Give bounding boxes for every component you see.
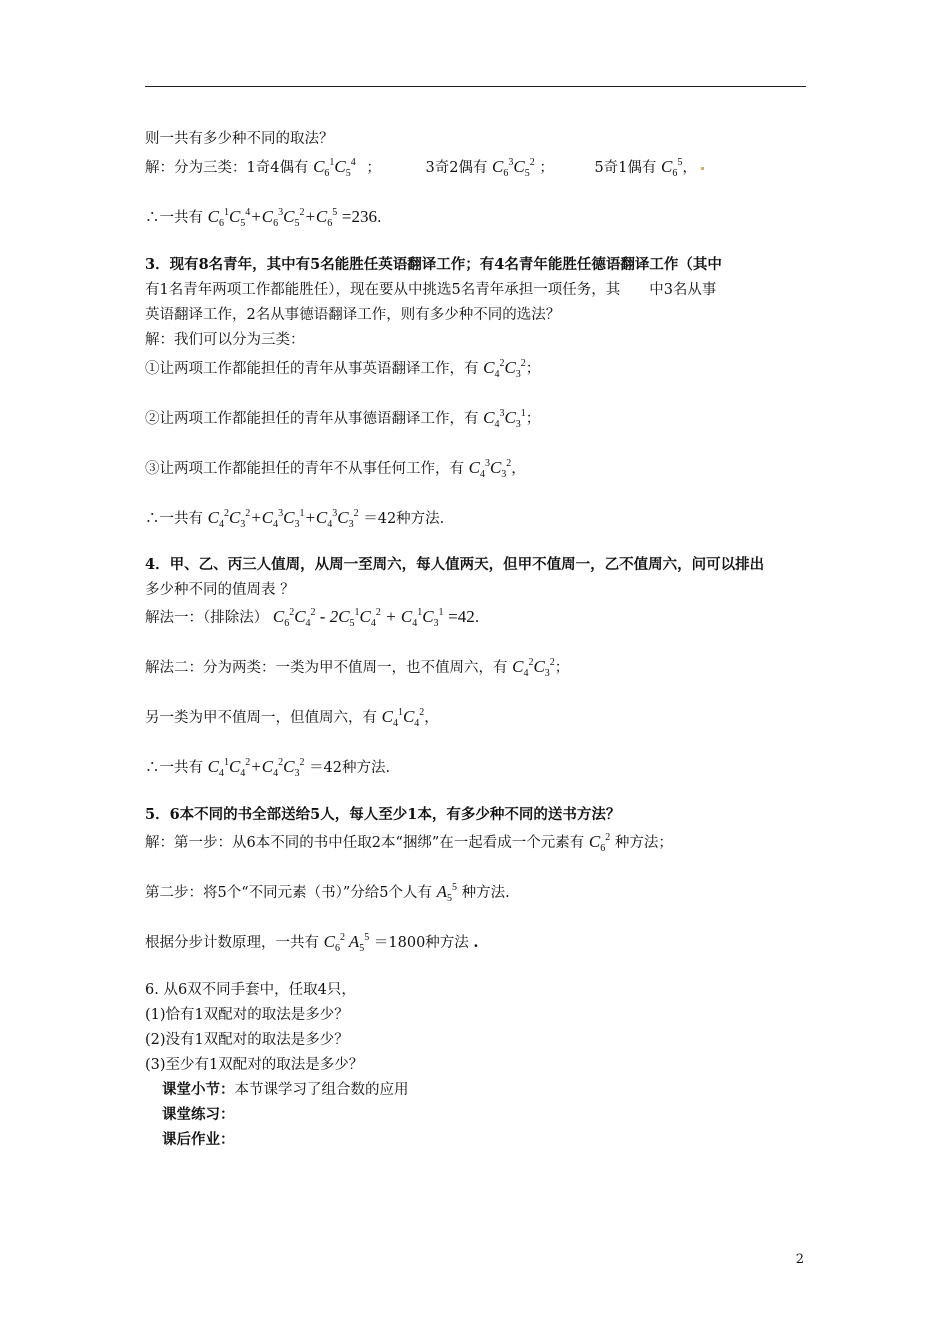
homework-heading: 课后作业：	[162, 1131, 235, 1148]
formula: $C_6^2C_4^2 - 2C_5^1C_4^2 + C_4^1C_3^1$	[272, 607, 444, 629]
page-number: 2	[795, 1252, 804, 1267]
q6-part-3: (3)至少有1双配对的取法是多少？	[145, 1057, 364, 1073]
formula: $C_4^2C_3^2$	[483, 358, 526, 380]
q6-line-1: 6. 从6双不同手套中，任取4只，	[145, 982, 356, 998]
q2-solution: 解：分为三类：1奇4偶有 $C_6^1C_5^4$ ； 3奇2偶有 $C_6^3C_5^2$ ； 5奇1偶有 $C_6^5$，	[145, 157, 704, 178]
q4-line-1: 4．甲、乙、丙三人值周，从周一至周六，每人值两天，但甲不值周一，乙不值周六，问可以排出	[145, 556, 765, 573]
q4-method-2: 解法二：分为两类：一类为甲不值周一，也不值周六，有 $C_4^2C_3^2$；	[145, 657, 570, 679]
q4-line-2: 多少种不同的值周表 ？	[145, 582, 295, 598]
formula: $C_4^1C_4^2+C_4^2C_3^2$	[207, 757, 305, 779]
q5-total: 根据分步计数原理，一共有 $C_6^2$ $A_5^5 =1800$种方法 .	[145, 932, 479, 954]
formula: $C_6^5$	[661, 157, 683, 179]
formula: $C_6^2$	[588, 832, 611, 854]
q5-step-1: 解：第一步：从6本不同的书中任取2本“捆绑”在一起看成一个元素有 $C_6^2$ 种方法；	[145, 832, 673, 854]
formula: $A_5^5$	[436, 882, 458, 904]
formula: $C_6^1C_5^4+C_6^3C_5^2+C_6^5$	[207, 207, 338, 229]
formula: $C_4^1C_4^2$	[381, 707, 425, 729]
q4-method-1: 解法一：（排除法） $C_6^2C_4^2 - 2C_5^1C_4^2 + C_4^1C_3^1 =42$.	[145, 607, 480, 629]
formula: $C_4^3C_3^2$	[468, 458, 512, 480]
q4-total: ∴一共有 $C_4^1C_4^2+C_4^2C_3^2 =42$种方法.	[145, 757, 391, 779]
q3-line-1: 3．现有8名青年，其中有5名能胜任英语翻译工作；有4名青年能胜任德语翻译工作（其中	[145, 256, 722, 273]
stray-mark	[701, 167, 704, 170]
q6-part-2: (2)没有1双配对的取法是多少？	[145, 1032, 349, 1048]
q3-total: ∴一共有 $C_4^2C_3^2+C_4^3C_3^1+C_4^3C_3^2 =42$种方法.	[145, 508, 445, 530]
q3-solution: 解：我们可以分为三类：	[145, 332, 305, 348]
q3-line-3: 英语翻译工作，2名从事德语翻译工作，则有多少种不同的选法？	[145, 307, 561, 323]
formula: $C_6^1C_5^4$	[313, 157, 356, 179]
q6-part-1: (1)恰有1双配对的取法是多少？	[145, 1007, 349, 1023]
q5-line-1: 5．6本不同的书全部送给5人，每人至少1本，有多少种不同的送书方法？	[145, 806, 621, 823]
formula: $C_4^2C_3^2$	[512, 657, 555, 679]
q4-method-2-other: 另一类为甲不值周一，但值周六，有 $C_4^1C_4^2$，	[145, 707, 439, 729]
formula: $C_6^2$ $A_5^5$	[323, 932, 370, 954]
q2-intro: 则一共有多少种不同的取法？	[145, 131, 334, 147]
formula: $C_4^3C_3^1$	[483, 408, 526, 430]
summary: 课堂小节：本节课学习了组合数的应用	[162, 1081, 409, 1098]
q3-case-2: ②让两项工作都能担任的青年从事德语翻译工作，有 $C_4^3C_3^1$；	[145, 408, 541, 430]
q5-step-2: 第二步：将5个“不同元素（书）”分给5个人有 $A_5^5$ 种方法.	[145, 882, 510, 904]
q3-case-1: ①让两项工作都能担任的青年从事英语翻译工作，有 $C_4^2C_3^2$；	[145, 358, 541, 380]
formula: $C_6^3C_5^2$	[492, 157, 535, 179]
header-rule	[145, 86, 806, 87]
practice-heading: 课堂练习：	[162, 1106, 235, 1123]
q3-line-2: 有1名青年两项工作都能胜任），现在要从中挑选5名青年承担一项任务，其 中3名从事	[145, 282, 717, 298]
formula: $C_4^2C_3^2+C_4^3C_3^1+C_4^3C_3^2$	[207, 508, 359, 530]
q2-total: ∴一共有 $C_6^1C_5^4+C_6^3C_5^2+C_6^5 =236$.	[145, 207, 382, 229]
q3-case-3: ③让两项工作都能担任的青年不从事任何工作，有 $C_4^3C_3^2$，	[145, 458, 526, 480]
